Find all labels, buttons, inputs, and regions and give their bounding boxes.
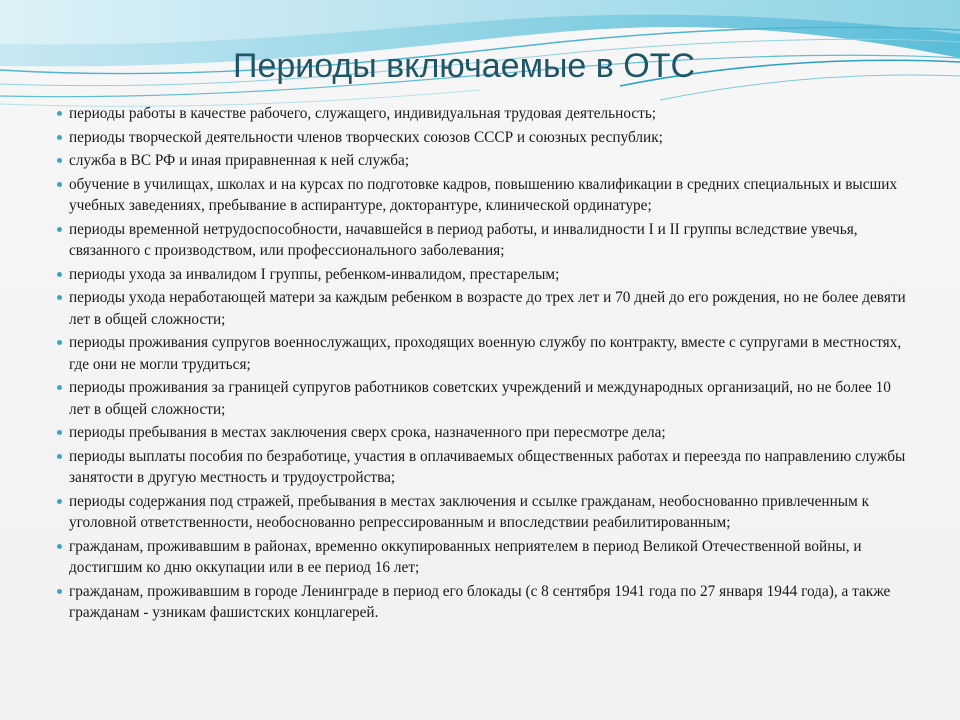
bullet-dot-icon <box>57 544 62 549</box>
bullet-item <box>56 103 906 125</box>
bullet-item <box>56 581 906 624</box>
bullet-dot-icon <box>57 340 62 345</box>
bullet-text: периоды творческой деятельности членов творческих союзов СССР и союзных республик; <box>69 128 663 146</box>
bullet-item <box>56 422 906 444</box>
bullet-item <box>56 491 906 534</box>
bullet-text: периоды пребывания в местах заключения сверх срока, назначенного при пересмотре дела; <box>69 424 666 441</box>
bullet-item <box>56 150 906 172</box>
bullet-item <box>56 174 906 217</box>
bullet-text: периоды выплаты пособия по безработице, участия в оплачиваемых общественных работах и переезда по направлению службы занятости в другую местность и трудоустройства; <box>69 447 906 486</box>
bullet-list <box>56 103 906 626</box>
bullet-text: гражданам, проживавшим в районах, временно оккупированных неприятелем в период Великой Отечественной войны, и достигшим ко дню оккупации или в ее период 16 лет; <box>69 537 862 576</box>
bullet-item <box>56 219 906 262</box>
bullet-text: периоды работы в качестве рабочего, служащего, индивидуальная трудовая деятельность; <box>69 105 657 122</box>
bullet-text: периоды ухода за инвалидом I группы, ребенком-инвалидом, престарелым; <box>69 265 560 283</box>
bullet-text: периоды проживания супругов военнослужащих, проходящих военную службу по контракту, вместе с супругами в местностях, где они не могли трудиться; <box>69 334 902 373</box>
bullet-dot-icon <box>57 430 62 435</box>
bullet-dot-icon <box>57 182 62 187</box>
bullet-dot-icon <box>57 385 62 390</box>
bullet-item <box>56 264 906 286</box>
bullet-text: служба в ВС РФ и иная приравненная к ней служба; <box>69 152 410 169</box>
slide-title: Периоды включаемые в ОТС <box>233 47 696 85</box>
bullet-dot-icon <box>57 227 62 232</box>
bullet-dot-icon <box>57 135 62 140</box>
bullet-text: обучение в училищах, школах и на курсах по подготовке кадров, повышению квалификации в средних специальных и высших учебных заведениях, пребывание в аспирантуре, докторантуре, клинической ординатуре; <box>69 175 898 214</box>
bullet-dot-icon <box>57 295 62 300</box>
bullet-dot-icon <box>57 111 62 116</box>
bullet-dot-icon <box>57 272 62 277</box>
bullet-text: периоды проживания за границей супругов работников советских учреждений и международных организаций, но не более 10 лет в общей сложности; <box>69 379 891 418</box>
bullet-item <box>56 536 906 579</box>
bullet-dot-icon <box>57 589 62 594</box>
bullet-dot-icon <box>57 158 62 163</box>
bullet-text: периоды временной нетрудоспособности, начавшейся в период работы, и инвалидности I и II группы вследствие увечья, связанного с производством, или профессионального заболевания; <box>69 220 858 259</box>
bullet-dot-icon <box>57 499 62 504</box>
bullet-item <box>56 127 906 149</box>
bullet-item <box>56 332 906 375</box>
bullet-text: периоды ухода неработающей матери за каждым ребенком в возрасте до трех лет и 70 дней до его рождения, но не более девяти лет в общей сложности; <box>69 289 906 328</box>
bullet-item <box>56 446 906 489</box>
bullet-text: гражданам, проживавшим в городе Ленинграде в период его блокады (с 8 сентября 1941 года по 27 января 1944 года), а также гражданам - узникам фашистских концлагерей. <box>69 582 891 621</box>
bullet-dot-icon <box>57 454 62 459</box>
bullet-item <box>56 377 906 420</box>
bullet-text: периоды содержания под стражей, пребывания в местах заключения и ссылке гражданам, необоснованно привлеченным к уголовной ответственности, необоснованно репрессированным и впоследствии реабилитированным; <box>69 492 870 531</box>
bullet-item <box>56 287 906 330</box>
